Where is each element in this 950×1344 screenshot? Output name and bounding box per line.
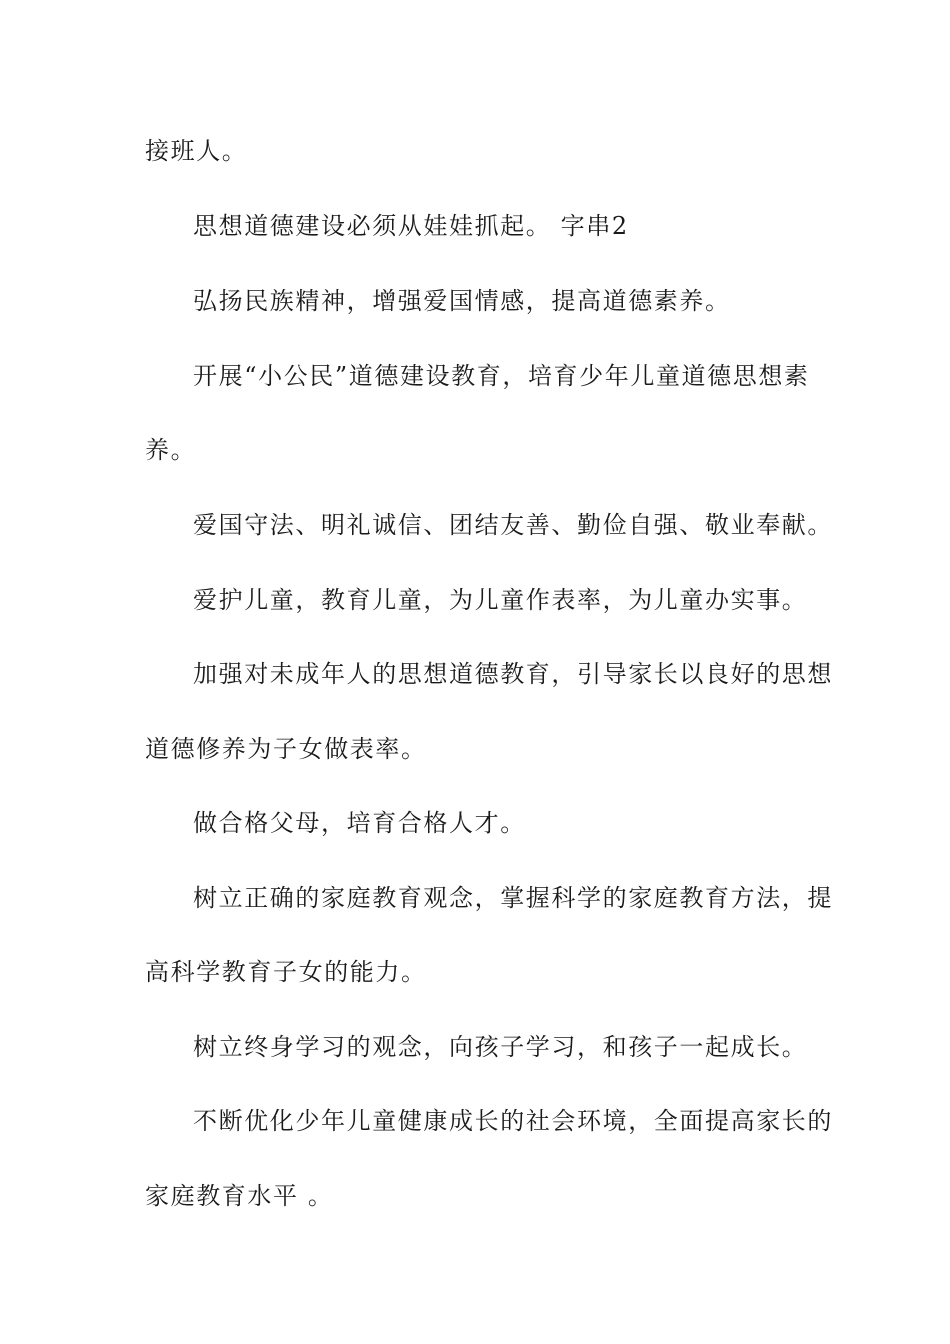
- text-line: 思想道德建设必须从娃娃抓起。 字串2: [193, 212, 629, 240]
- text-line: 树立正确的家庭教育观念，掌握科学的家庭教育方法，提: [193, 884, 833, 912]
- text-line: 不断优化少年儿童健康成长的社会环境，全面提高家长的: [193, 1107, 833, 1135]
- text-line: 开展“小公民”道德建设教育，培育少年儿童道德思想素: [193, 362, 810, 390]
- text-line: 爱护儿童，教育儿童，为儿童作表率，为儿童办实事。: [193, 586, 808, 614]
- text-line: 家庭教育水平 。: [145, 1182, 334, 1210]
- text-line: 弘扬民族精神，增强爱国情感，提高道德素养。: [193, 287, 731, 315]
- text-line: 高科学教育子女的能力。: [145, 958, 427, 986]
- text-line: 道德修养为子女做表率。: [145, 735, 427, 763]
- text-line: 做合格父母，培育合格人才。: [193, 809, 526, 837]
- text-line: 养。: [145, 436, 197, 464]
- text-line: 接班人。: [145, 137, 248, 165]
- text-line: 爱国守法、明礼诚信、团结友善、勤俭自强、敬业奉献。: [193, 511, 833, 539]
- text-line: 树立终身学习的观念，向孩子学习，和孩子一起成长。: [193, 1033, 808, 1061]
- text-line: 加强对未成年人的思想道德教育，引导家长以良好的思想: [193, 660, 833, 688]
